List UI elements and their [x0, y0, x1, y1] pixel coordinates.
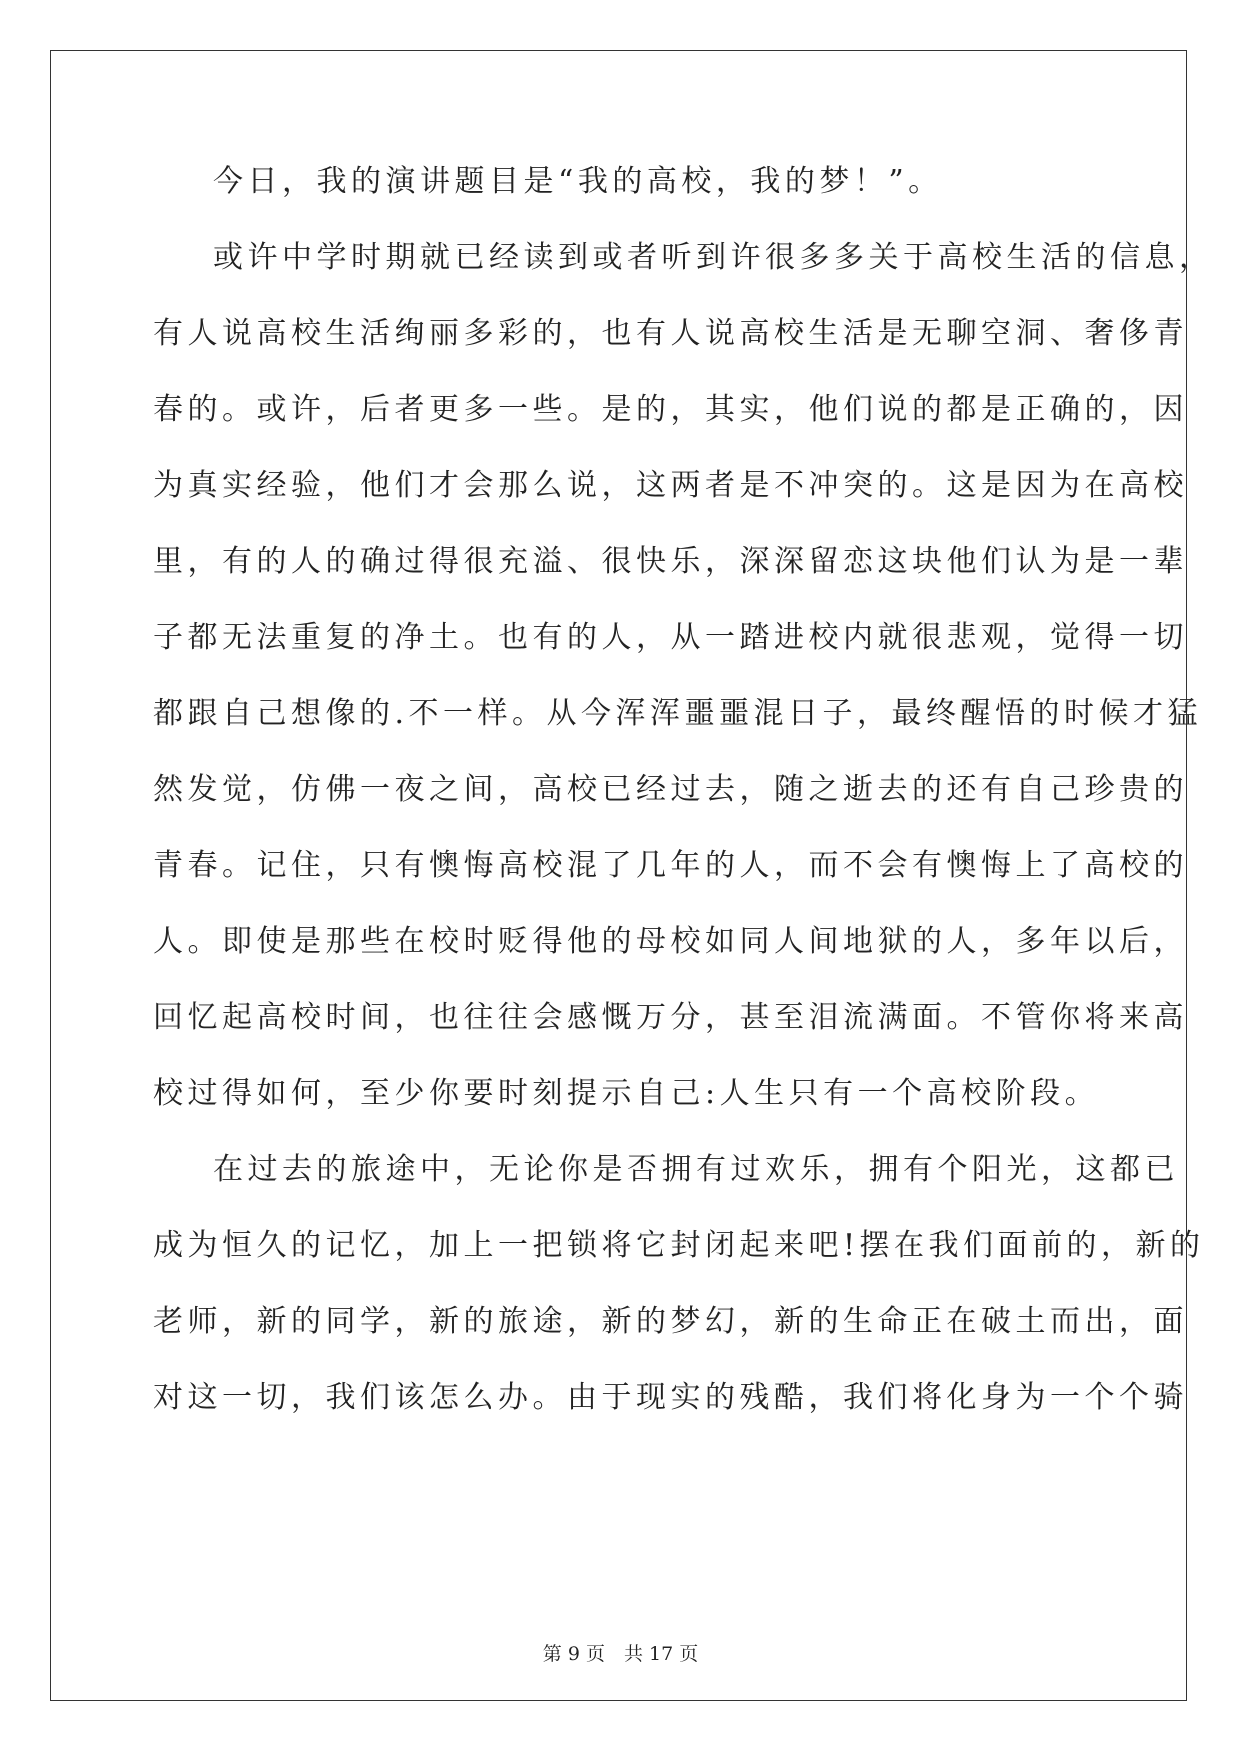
text-line: 或许中学时期就已经读到或者听到许很多多关于高校生活的信息，: [213, 240, 1214, 275]
text-line: 校过得如何，至少你要时刻提示自己:人生只有一个高校阶段。: [153, 1076, 1100, 1111]
text-line: 为真实经验，他们才会那么说，这两者是不冲突的。这是因为在高校: [153, 468, 1188, 503]
text-line: 青春。记住，只有懊悔高校混了几年的人，而不会有懊悔上了高校的: [153, 848, 1188, 883]
text-line: 然发觉，仿佛一夜之间，高校已经过去，随之逝去的还有自己珍贵的: [153, 772, 1188, 807]
text-line: 回忆起高校时间，也往往会感慨万分，甚至泪流满面。不管你将来高: [153, 1000, 1188, 1035]
text-line: 成为恒久的记忆，加上一把锁将它封闭起来吧!摆在我们面前的，新的: [153, 1228, 1205, 1263]
text-line: 对这一切，我们该怎么办。由于现实的残酷，我们将化身为一个个骑: [153, 1380, 1188, 1415]
text-line: 人。即使是那些在校时贬得他的母校如同人间地狱的人，多年以后，: [153, 924, 1188, 959]
text-line: 有人说高校生活绚丽多彩的，也有人说高校生活是无聊空洞、奢侈青: [153, 316, 1188, 351]
text-line: 里，有的人的确过得很充溢、很快乐，深深留恋这块他们认为是一辈: [153, 544, 1188, 579]
text-line: 子都无法重复的净土。也有的人，从一踏进校内就很悲观，觉得一切: [153, 620, 1188, 655]
text-line: 今日，我的演讲题目是“我的高校，我的梦！”。: [213, 164, 943, 199]
page-number: 第 9 页 共 17 页: [542, 1643, 699, 1665]
text-line: 春的。或许，后者更多一些。是的，其实，他们说的都是正确的，因: [153, 392, 1188, 427]
text-line: 老师，新的同学，新的旅途，新的梦幻，新的生命正在破土而出，面: [153, 1304, 1188, 1339]
text-line: 都跟自己想像的.不一样。从今浑浑噩噩混日子，最终醒悟的时候才猛: [153, 696, 1203, 731]
text-line: 在过去的旅途中，无论你是否拥有过欢乐，拥有个阳光，这都已: [213, 1152, 1179, 1187]
